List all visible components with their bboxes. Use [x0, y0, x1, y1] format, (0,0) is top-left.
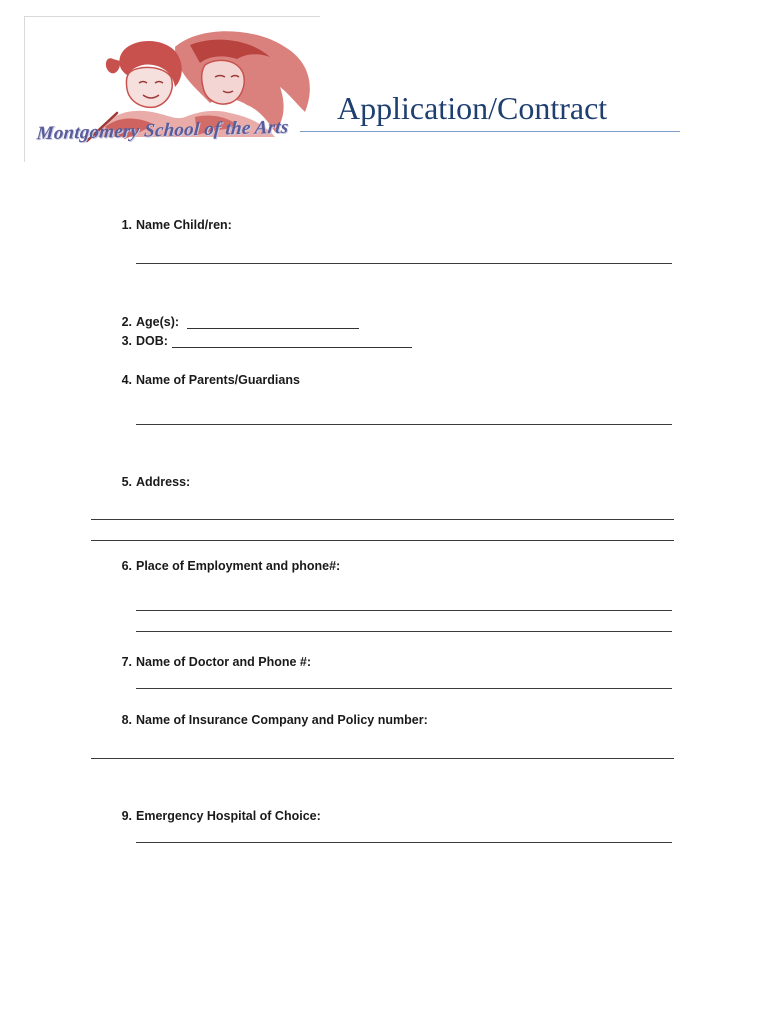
employment-field-line-2[interactable]: [136, 631, 672, 632]
title-underline: [300, 131, 680, 132]
employment-field-line-1[interactable]: [136, 610, 672, 611]
address-field-line-1[interactable]: [91, 519, 674, 520]
parents-guardians-field[interactable]: [136, 424, 672, 425]
page-title: Application/Contract: [337, 90, 608, 126]
name-children-field[interactable]: [136, 263, 672, 264]
ages-field[interactable]: [187, 316, 359, 329]
school-logo: [24, 16, 320, 162]
address-field-line-2[interactable]: [91, 540, 674, 541]
doctor-phone-field[interactable]: [136, 688, 672, 689]
insurance-policy-field[interactable]: [91, 758, 674, 759]
application-form-page: Montgomery School of the Arts Application/Contract 1. Name Child/ren: 2. Age(s): 3. DOB: 4. Name of Parents/Guardians 5. Address: 6. Place of Employment and phone#: 7. Name of Doctor and Phone #: 8. Name of Insurance Company and Policy number: 9. Emergency Hospital of Choice:: [0, 0, 768, 1024]
emergency-hospital-field[interactable]: [136, 842, 672, 843]
dob-field[interactable]: [172, 335, 412, 348]
school-name: Montgomery School of the Arts: [35, 116, 290, 145]
